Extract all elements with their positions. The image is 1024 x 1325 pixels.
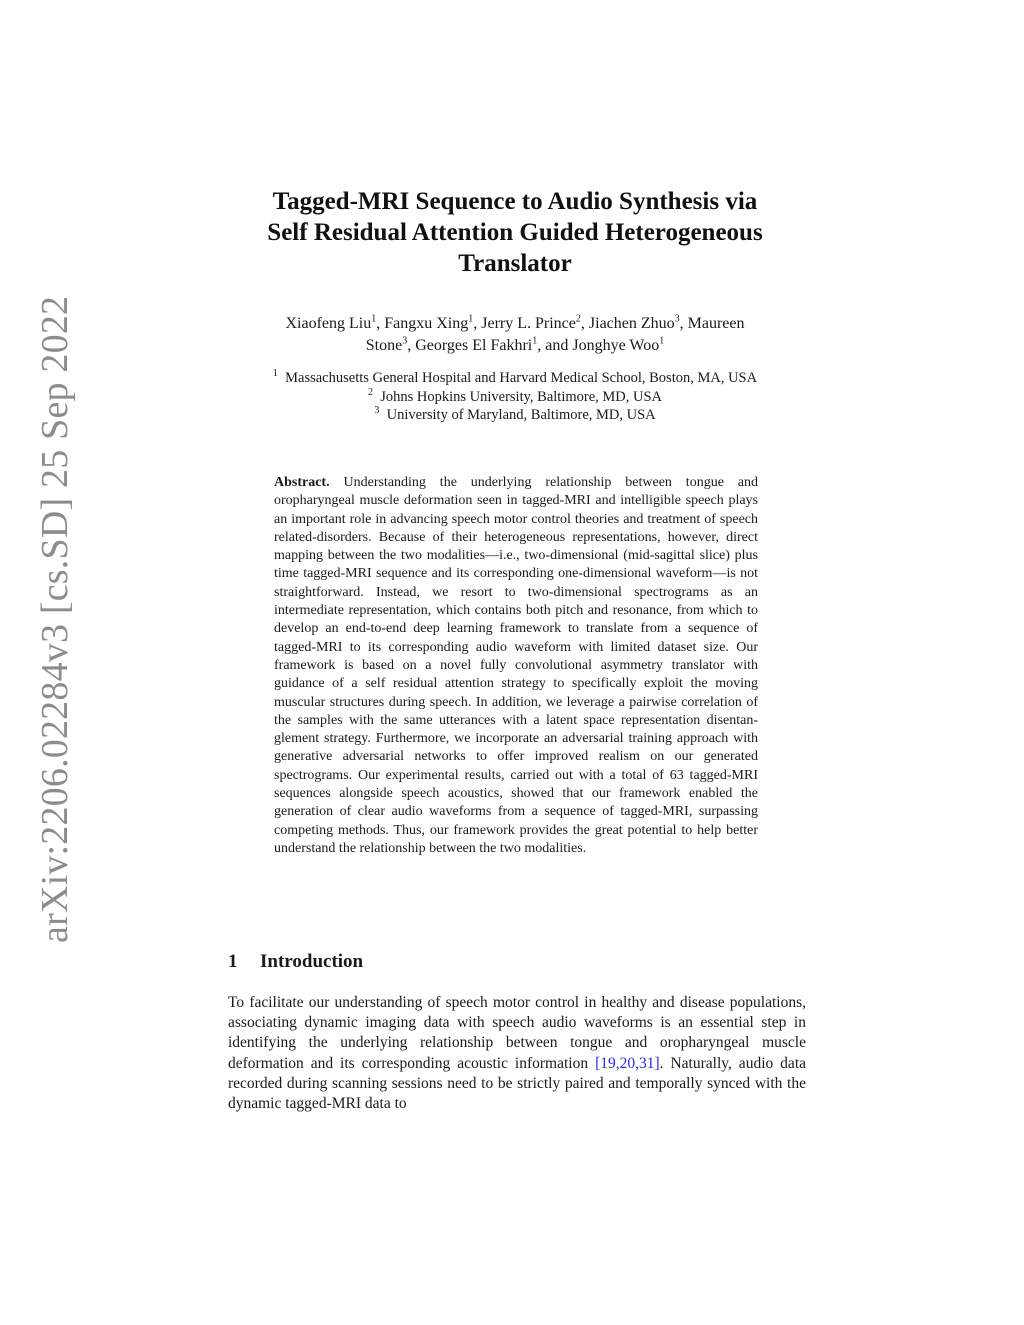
intro-text: To facilitate our understanding of speech motor control in healthy and disease populations, associating dynamic imaging data with speech audio waveforms is an essential step in identifying the underlying relationship between tongue and oropharyngeal muscle deformation and its corresponding acoustic information: [228, 994, 806, 1072]
author-name: Jiachen Zhuo: [588, 315, 675, 332]
author-list: [230, 313, 800, 357]
section-heading: [228, 950, 363, 974]
affiliation-mark: 2: [367, 386, 373, 398]
citation-link[interactable]: 19: [600, 1054, 616, 1072]
abstract-label: Abstract.: [274, 475, 330, 490]
citation-separator: ,: [635, 1054, 639, 1072]
citation-bracket: [: [595, 1054, 601, 1072]
author-affil-mark: 1: [659, 335, 665, 347]
citation-link[interactable]: 20: [619, 1054, 636, 1072]
title-line: Translator: [458, 250, 572, 277]
title-line: Self Residual Attention Guided Heterogeneous: [267, 219, 763, 246]
affiliation-mark: 3: [374, 405, 380, 417]
affiliation: [200, 388, 830, 407]
author-line: [230, 313, 800, 335]
section-title: Introduction: [260, 951, 364, 972]
citation-link[interactable]: 31: [638, 1054, 655, 1072]
author-sep: ,: [407, 337, 416, 354]
author-sep: , and: [537, 337, 573, 354]
affiliation-text: Massachusetts General Hospital and Harvard Medical School, Boston, MA, USA: [285, 370, 758, 386]
author-sep: ,: [376, 315, 385, 332]
intro-paragraph: [228, 993, 806, 1114]
author-name: Xiaofeng Liu: [285, 315, 372, 332]
affiliation-mark: 1: [272, 368, 278, 380]
author-affil-mark: 2: [575, 313, 581, 325]
author-sep: , Maureen: [679, 315, 745, 332]
citation-bracket: ]: [654, 1054, 660, 1072]
intro-text: . Naturally, audio data recorded during scanning sessions need to be strictly paired and temporally synced with the dynamic tagged-MRI data to: [228, 1054, 807, 1113]
paper-title: [200, 186, 830, 279]
author-line: [230, 335, 800, 357]
affiliation-text: Johns Hopkins University, Baltimore, MD, USA: [380, 388, 663, 405]
author-sep: ,: [473, 315, 482, 332]
author-affil-mark: 3: [674, 313, 680, 325]
author-name: Georges El Fakhri: [415, 337, 533, 354]
title-line: Tagged-MRI Sequence to Audio Synthesis via: [272, 188, 758, 215]
author-affil-mark: 1: [532, 335, 538, 347]
author-sep: ,: [580, 315, 589, 332]
affiliation-text: University of Maryland, Baltimore, MD, USA: [386, 407, 656, 423]
abstract-text: Understanding the underlying relationship between tongue and oropharyngeal muscle deformation seen in tagged-MRI and intelligible speech plays an important role in advancing speech motor control theories and treatment of speech related-disorders. Because of their heterogeneous representations, however, direct mapping between the two modalities—i.e., two-dimensional (mid-sagittal slice) plus time tagged-MRI sequence and its corresponding one-dimensional waveform—is not straightforward. Instead, we resort to two-dimensional spectrograms as an intermediate representation, which contains both pitch and resonance, from which to develop an end-to-end deep learning framework to translate from a sequence of tagged-MRI to its corresponding audio waveform with limited dataset size. Our framework is based on a novel fully convolutional asymmetry translator with guidance of a self residual attention strategy to specifically exploit the moving muscular structures during speech. In addition, we leverage a pairwise correlation of the samples with the same utterances with a latent space representation disentanglement strategy. Furthermore, we incorporate an adversarial training approach with generative adversarial networks to offer improved realism on our generated spectrograms. Our experimental results, carried out with a total of 63 tagged-MRI sequences alongside speech acoustics, showed that our framework enabled the generation of clear audio waveforms from a sequence of tagged-MRI, surpassing competing methods. Thus, our framework provides the great potential to help better understand the relationship between the two modalities.: [274, 475, 759, 856]
section-number: 1: [228, 951, 238, 972]
citation-separator: ,: [615, 1054, 620, 1072]
author-name: Stone: [365, 337, 403, 354]
author-name: Jerry L. Prince: [481, 315, 576, 332]
arxiv-identifier: arXiv:2206.02284v3 [cs.SD] 25 Sep 2022: [34, 295, 76, 943]
author-affil-mark: 1: [468, 313, 474, 325]
affiliation-list: [200, 369, 830, 425]
author-affil-mark: 1: [371, 313, 377, 325]
author-affil-mark: 3: [402, 335, 408, 347]
affiliation: [200, 406, 830, 425]
abstract: [274, 474, 758, 858]
affiliation: [200, 369, 830, 388]
author-name: Jonghye Woo: [572, 337, 660, 354]
author-name: Fangxu Xing: [384, 315, 469, 332]
